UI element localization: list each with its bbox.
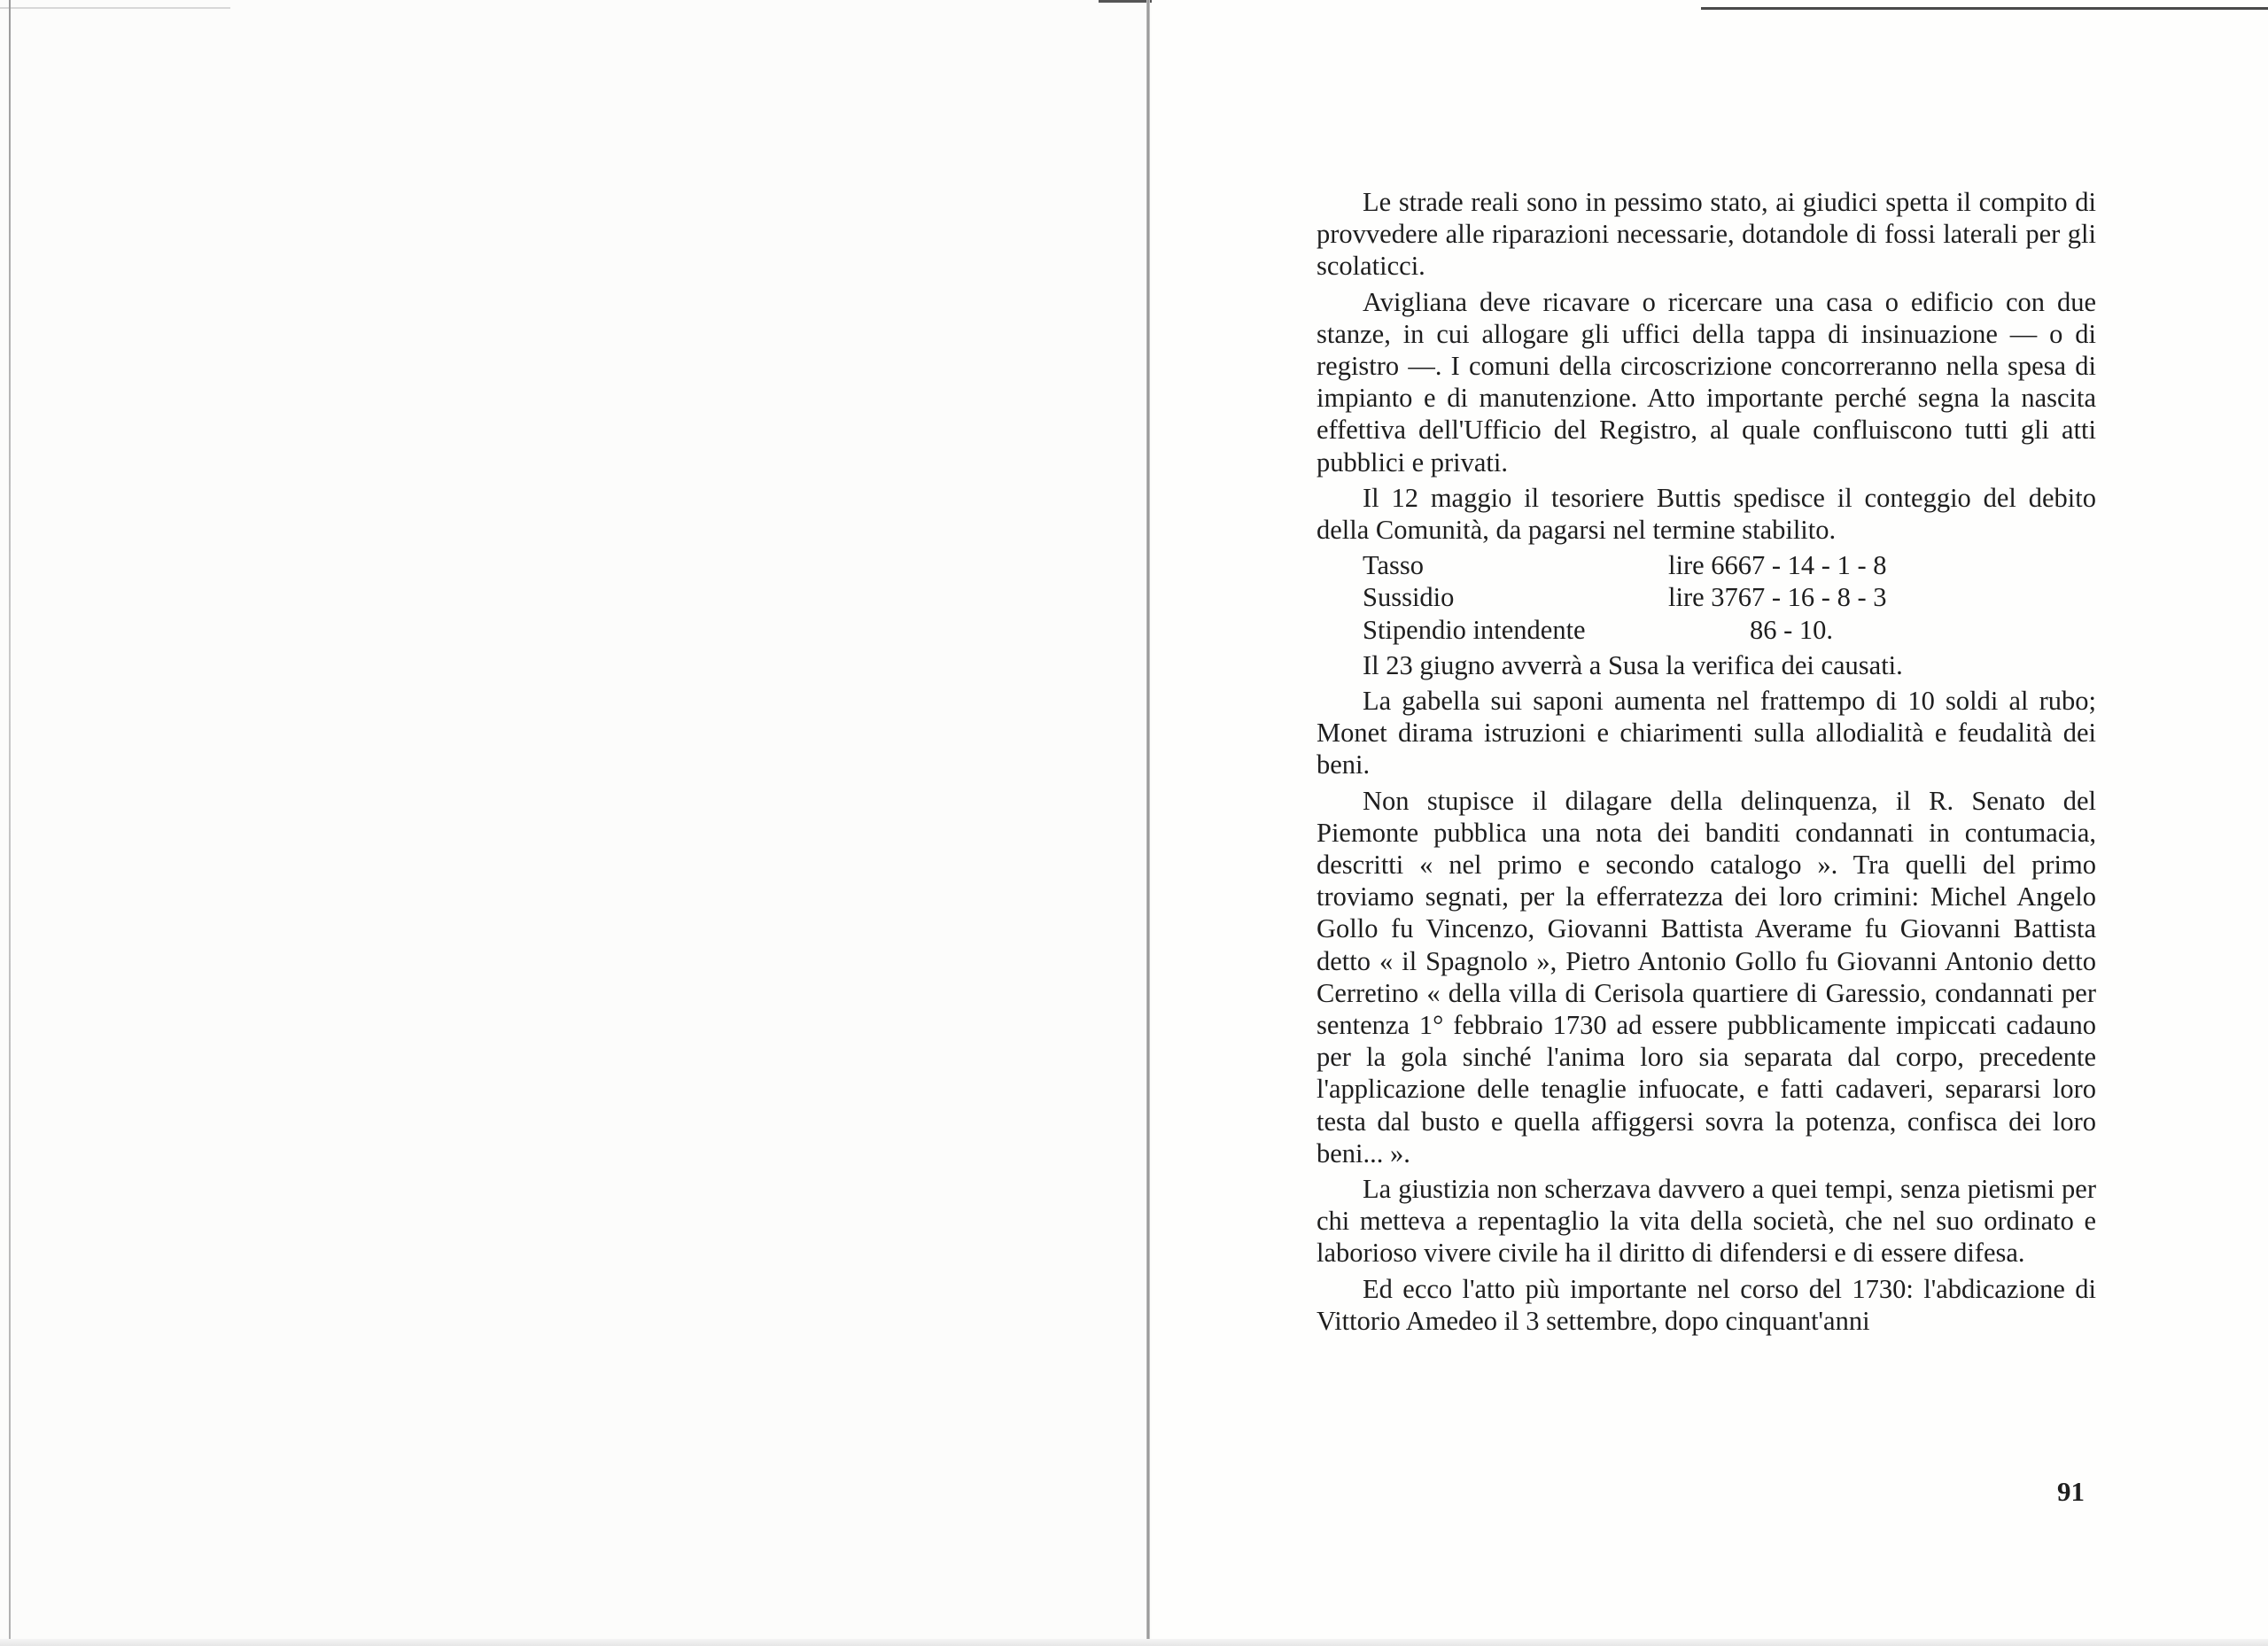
debt-ledger <box>1317 549 2096 646</box>
paragraph-banditi: Non stupisce il dilagare della delinquenza, il R. Senato del Piemonte pubblica una nota dei banditi condannati in contumacia, descritti « nel primo e secondo catalogo ». Tra quelli del primo troviamo segnati, per la efferratezza dei loro crimini: Michel Angelo Gollo fu Vincenzo, Giovanni Battista Averame fu Giovanni Battista detto « il Spagnolo », Pietro Antonio Gollo fu Giovanni Antonio detto Cerretino « della villa di Cerisola quartiere di Garessio, condannati per sentenza 1° febbraio 1730 ad essere pubblicamente impiccati cadauno per la gola sinché l'anima loro sia separata dal corpo, precedente l'applicazione delle tenaglie infuocate, e fatti cadaveri, separarsi loro testa dal busto e quella affiggersi sovra la potenza, confisca dei loro beni... ». <box>1317 785 2096 1169</box>
body-text <box>1317 186 2096 1340</box>
right-page <box>1152 0 2268 1646</box>
paragraph-gabella: La gabella sui saponi aumenta nel frattempo di 10 soldi al rubo; Monet dirama istruzioni e chiarimenti sulla allodialità e feudalità dei beni. <box>1317 686 2096 780</box>
ledger-row-sussidio <box>1363 581 2096 613</box>
ledger-label: Tasso <box>1363 550 1425 581</box>
ledger-row-stipendio <box>1363 614 2096 646</box>
ledger-value: lire 3767 - 16 - 8 - 3 <box>1668 582 1887 613</box>
paragraph-tesoriere: Il 12 maggio il tesoriere Buttis spedisce il conteggio del debito della Comunità, da pagarsi nel termine stabilito. <box>1317 482 2096 546</box>
ledger-value: lire 6667 - 14 - 1 - 8 <box>1668 550 1887 581</box>
paragraph-avigliana: Avigliana deve ricavare o ricercare una casa o edificio con due stanze, in cui allogare gli uffici della tappa di insinuazione — o di registro —. I comuni della circoscrizione concorreranno nella spesa di impianto e di manutenzione. Atto importante perché segna la nascita effettiva dell'Ufficio del Registro, al quale confluiscono tutti gli atti pubblici e privati. <box>1317 286 2096 477</box>
paragraph-susa: Il 23 giugno avverrà a Susa la verifica dei causati. <box>1363 649 1903 680</box>
paragraph-abdicazione: Ed ecco l'atto più importante nel corso del 1730: l'abdicazione di Vittorio Amedeo il 3 settembre, dopo cinquant'anni <box>1317 1273 2096 1336</box>
ledger-label: Stipendio intendente <box>1363 614 1586 645</box>
right-page-top-edge <box>1701 7 2268 10</box>
book-gutter <box>1146 0 1150 1646</box>
ledger-label: Sussidio <box>1363 582 1455 613</box>
ledger-row-tasso <box>1363 549 2096 581</box>
ledger-value: 86 - 10. <box>1750 614 1834 645</box>
paragraph-giustizia: La giustizia non scherzava davvero a quei tempi, senza pietismi per chi metteva a repentaglio la vita della società, che nel suo ordinato e laborioso vivere civile ha il diritto di difendersi e di essere difesa. <box>1317 1174 2096 1269</box>
paragraph-strade: Le strade reali sono in pessimo stato, ai giudici spetta il compito di provvedere alle riparazioni necessarie, dotandole di fossi laterali per gli scolaticci. <box>1317 187 2096 282</box>
page-number: 91 <box>2057 1476 2085 1507</box>
left-page-top-edge <box>0 7 230 9</box>
bottom-edge-shadow <box>0 1639 2268 1646</box>
left-page-outer-edge <box>9 0 11 1646</box>
